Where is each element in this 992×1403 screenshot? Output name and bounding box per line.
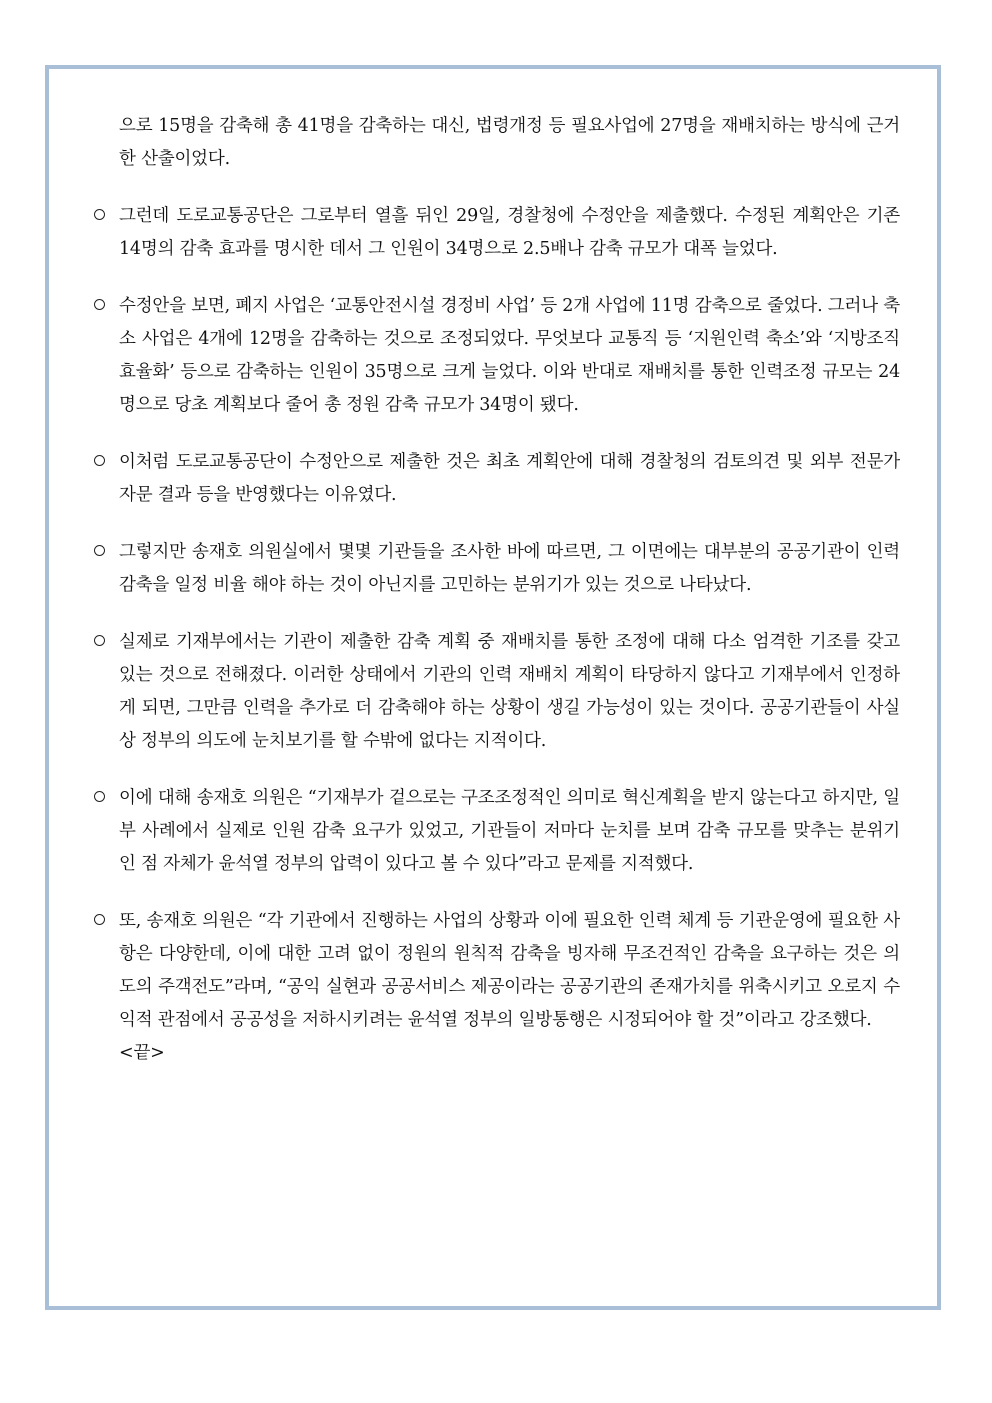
document-body — [92, 110, 900, 1094]
circle-bullet-icon — [94, 299, 105, 310]
continuation-paragraph: 으로 15명을 감축해 총 41명을 감축하는 대신, 법령개정 등 필요사업에 27명을 재배치하는 방식에 근거한 산출이었다. — [119, 116, 900, 169]
paragraph-text: 그런데 도로교통공단은 그로부터 열흘 뒤인 29일, 경찰청에 수정안을 제출했다. 수정된 계획안은 기존 14명의 감축 효과를 명시한 데서 그 인원이 34명으로 2.5배나 감축 규모가 대폭 늘었다. — [119, 206, 900, 259]
circle-bullet-icon — [94, 455, 105, 466]
paragraph-text: 수정안을 보면, 폐지 사업은 ‘교통안전시설 경정비 사업’ 등 2개 사업에 11명 감축으로 줄었다. 그러나 축소 사업은 4개에 12명을 감축하는 것으로 조정되었다. 무엇보다 교통직 등 ‘지원인력 축소’와 ‘지방조직 효율화’ 등으로 감축하는 인원이 35명으로 크게 늘었다. 이와 반대로 재배치를 통한 인력조정 규모는 24명으로 당초 계획보다 줄어 총 정원 감축 규모가 34명이 됐다. — [119, 296, 900, 415]
circle-bullet-icon — [94, 914, 105, 925]
bullet-paragraph-2 — [92, 290, 900, 422]
bullet-paragraph-6 — [92, 782, 900, 881]
paragraph-text: 또, 송재호 의원은 “각 기관에서 진행하는 사업의 상황과 이에 필요한 인력 체계 등 기관운영에 필요한 사항은 다양한데, 이에 대한 고려 없이 정원의 원칙적 감축을 빙자해 무조건적인 감축을 요구하는 것은 의도의 주객전도”라며, “공익 실현과 공공서비스 제공이라는 공공기관의 존재가치를 위축시키고 오로지 수익적 관점에서 공공성을 저하시키려는 윤석열 정부의 일방통행은 시정되어야 할 것”이라고 강조했다. — [119, 911, 900, 1030]
paragraph-text: 그렇지만 송재호 의원실에서 몇몇 기관들을 조사한 바에 따르면, 그 이면에는 대부분의 공공기관이 인력 감축을 일정 비율 해야 하는 것이 아닌지를 고민하는 분위기가 있는 것으로 나타났다. — [119, 542, 900, 595]
circle-bullet-icon — [94, 545, 105, 556]
bullet-paragraph-7 — [92, 905, 900, 1070]
end-mark: <끝> — [119, 1043, 165, 1063]
bullet-paragraph-5 — [92, 626, 900, 758]
circle-bullet-icon — [94, 791, 105, 802]
bullet-paragraph-4 — [92, 536, 900, 602]
bullet-paragraph-3 — [92, 446, 900, 512]
paragraph-text: 이에 대해 송재호 의원은 “기재부가 겉으로는 구조조정적인 의미로 혁신계획을 받지 않는다고 하지만, 일부 사례에서 실제로 인원 감축 요구가 있었고, 기관들이 저마다 눈치를 보며 감축 규모를 맞추는 분위기인 점 자체가 윤석열 정부의 압력이 있다고 볼 수 있다”라고 문제를 지적했다. — [119, 788, 900, 874]
circle-bullet-icon — [94, 635, 105, 646]
bullet-paragraph-1 — [92, 200, 900, 266]
paragraph-text: 실제로 기재부에서는 기관이 제출한 감축 계획 중 재배치를 통한 조정에 대해 다소 엄격한 기조를 갖고 있는 것으로 전해졌다. 이러한 상태에서 기관의 인력 재배치 계획이 타당하지 않다고 기재부에서 인정하게 되면, 그만큼 인력을 추가로 더 감축해야 하는 상황이 생길 가능성이 있는 것이다. 공공기관들이 사실상 정부의 의도에 눈치보기를 할 수밖에 없다는 지적이다. — [119, 632, 900, 751]
circle-bullet-icon — [94, 209, 105, 220]
paragraph-text: 이처럼 도로교통공단이 수정안으로 제출한 것은 최초 계획안에 대해 경찰청의 검토의견 및 외부 전문가 자문 결과 등을 반영했다는 이유였다. — [119, 452, 900, 505]
